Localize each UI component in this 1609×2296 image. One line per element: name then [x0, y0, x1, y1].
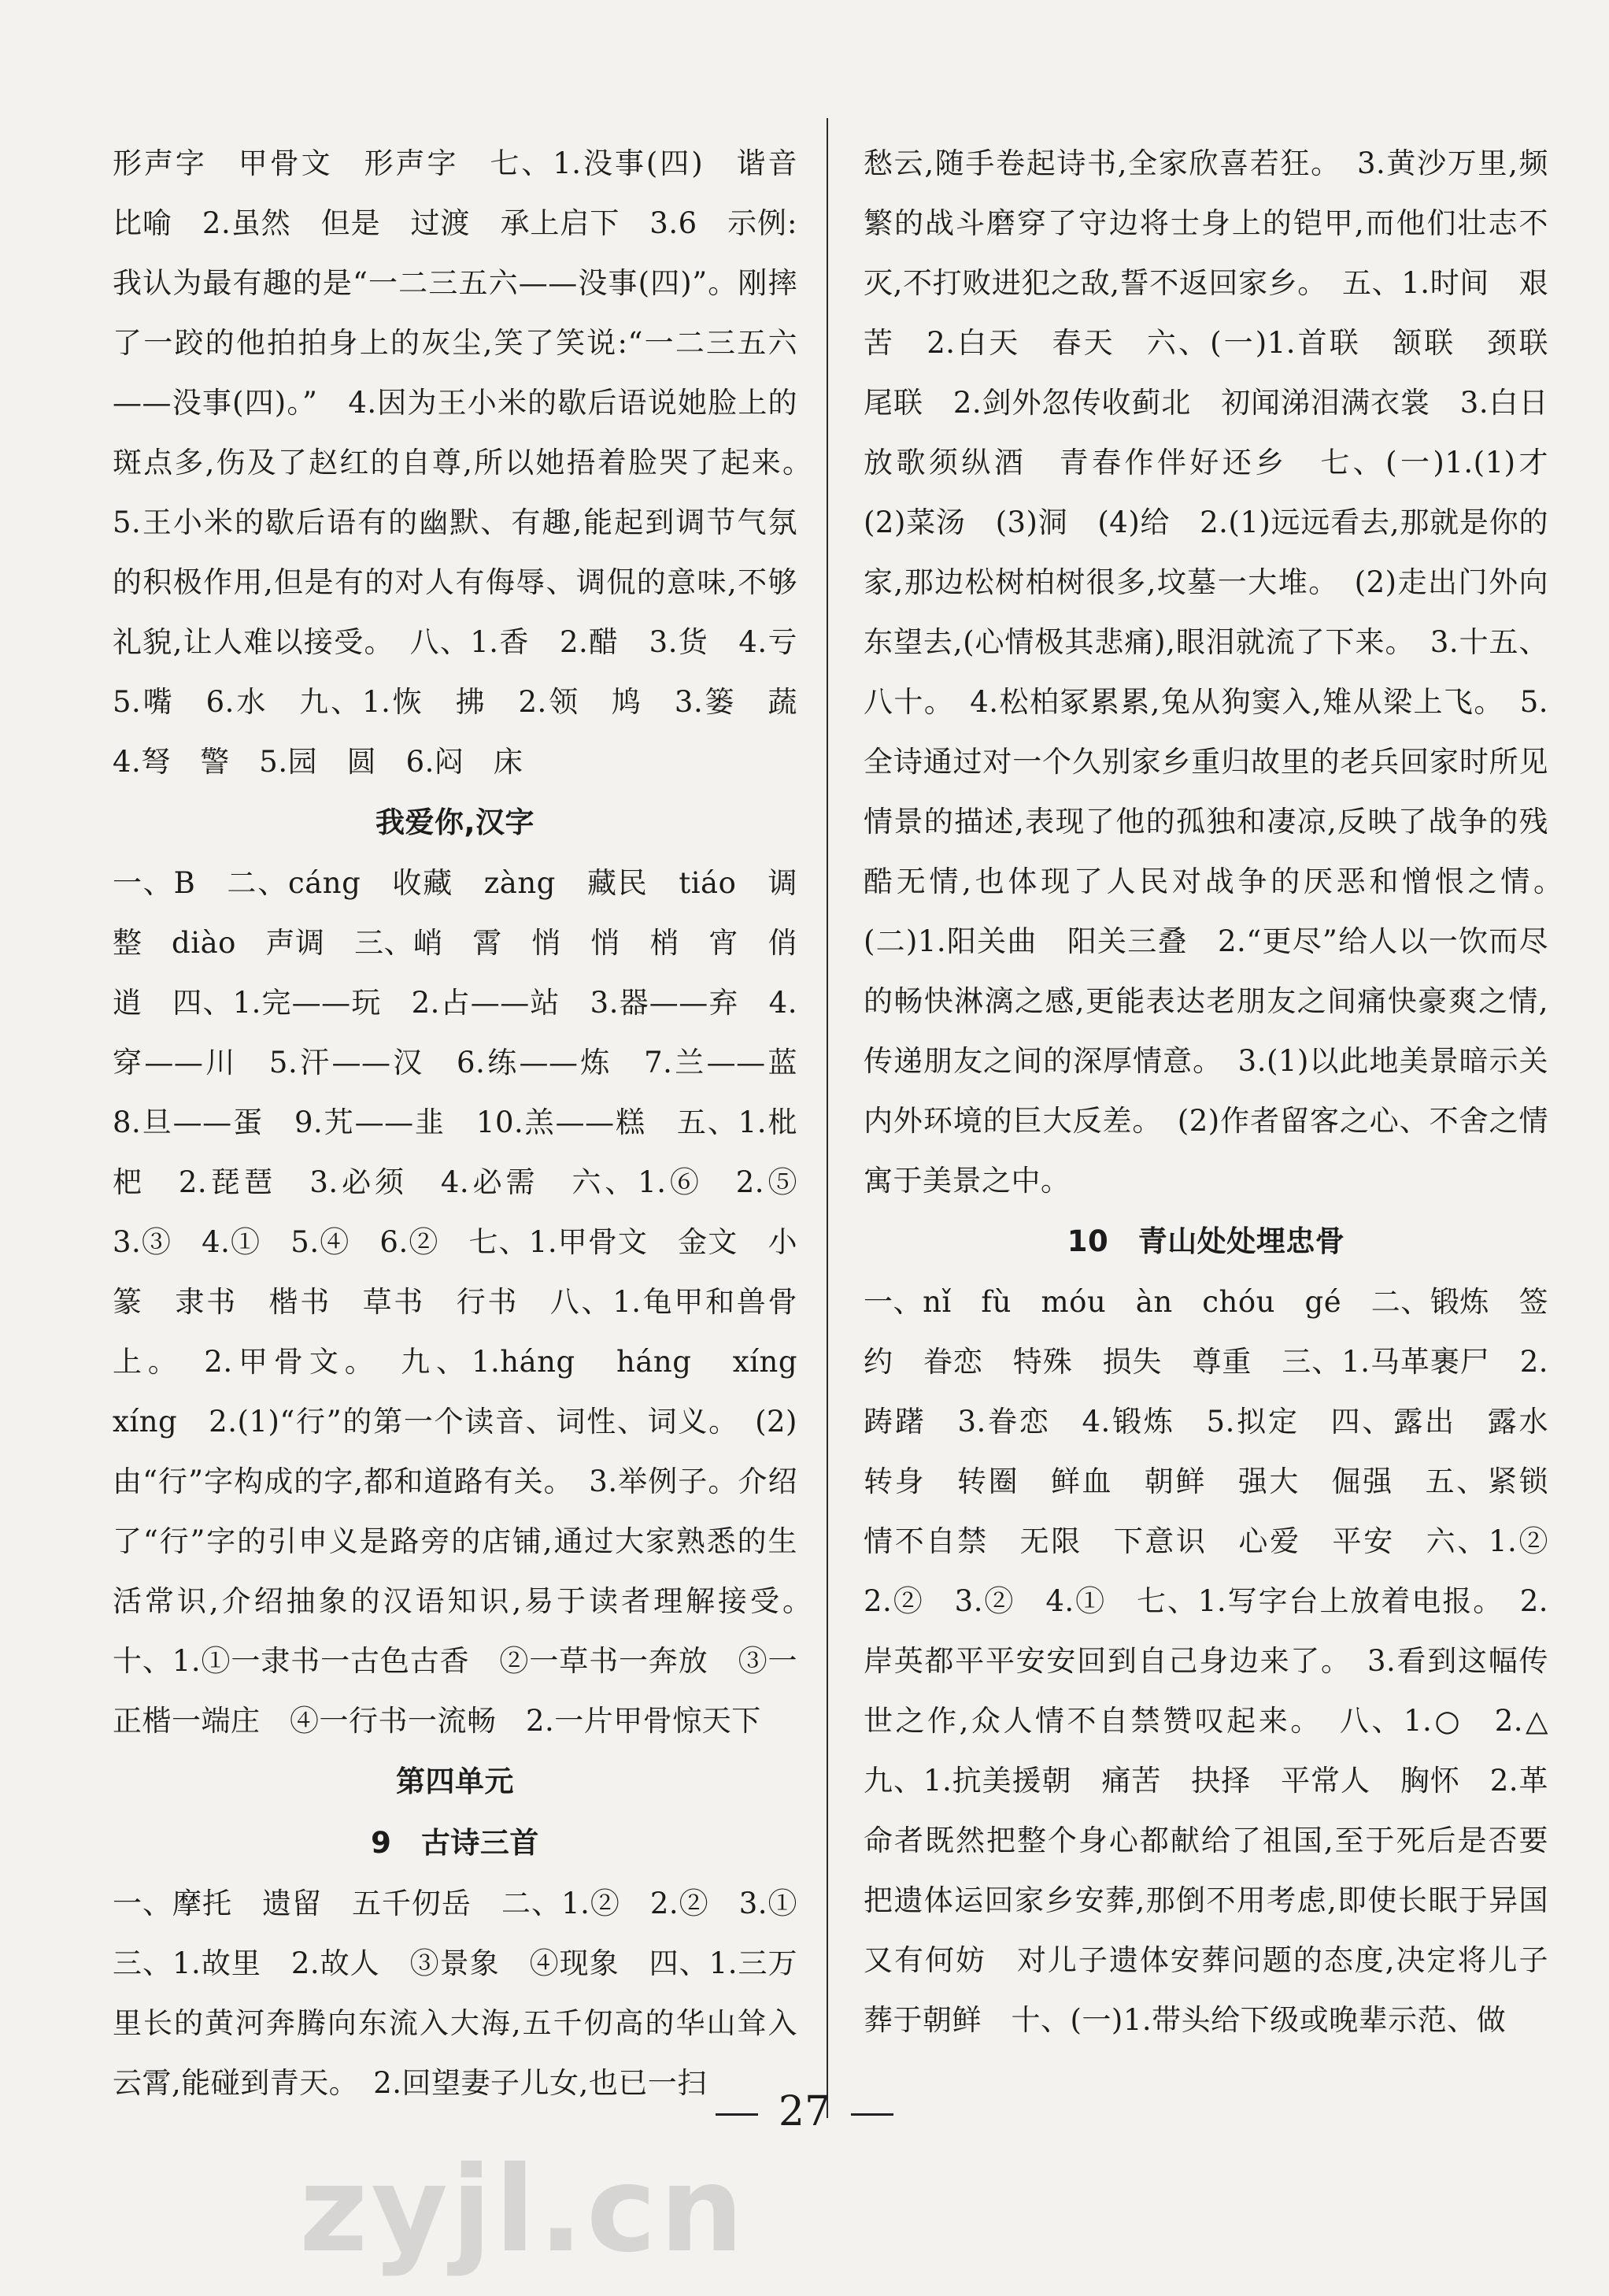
- section-heading: 我爱你,汉字: [375, 805, 535, 839]
- right-column: [864, 134, 1578, 2050]
- dash-left: [716, 2113, 758, 2116]
- watermark: zyjl.cn: [299, 2142, 747, 2279]
- unit-heading: 第四单元: [396, 1765, 514, 1798]
- lesson-heading: 10 青山处处埋忠骨: [1067, 1224, 1345, 1258]
- page-number: [0, 2088, 1609, 2135]
- answer-paragraph: 形声字 甲骨文 形声字 七、1.没事(四) 谐音 比喻 2.虽然 但是 过渡 承上启下 3.6 示例:我认为最有趣的是“一二三五六——没事(四)”。刚摔了一跤的他拍拍身上的灰尘,笑了笑说:“一二三五六——没事(四)。” 4.因为王小米的歇后语说她脸上的斑点多,伤及了赵红的自尊,所以她捂着脸哭了起来。 5.王小米的歇后语有的幽默、有趣,能起到调节气氛的积极作用,但是有的对人有侮辱、调侃的意味,不够礼貌,让人难以接受。 八、1.香 2.醋 3.货 4.亏 5.嘴 6.水 九、1.恢 拂 2.领 鸠 3.篓 蔬 4.弩 警 5.园 圆 6.闷 床: [113, 146, 827, 779]
- answer-paragraph: 一、B 二、cáng 收藏 zàng 藏民 tiáo 调整 diào 声调 三、峭 霄 悄 悄 梢 宵 俏 逍 四、1.完——玩 2.占——站 3.器——弃 4.穿——川 5.汗——汉 6.练——炼 7.兰——蓝 8.旦——蛋 9.艽——韭 10.羔——糕 五、1.枇杷 2.琵琶 3.必须 4.必需 六、1.⑥ 2.⑤ 3.③ 4.① 5.④ 6.② 七、1.甲骨文 金文 小篆 隶书 楷书 草书 行书 八、1.龟甲和兽骨上。 2.甲骨文。 九、1.háng háng xíng xíng 2.(1)“行”的第一个读音、词性、词义。 (2)由“行”字构成的字,都和道路有关。 3.举例子。介绍了“行”字的引申义是路旁的店铺,通过大家熟悉的生活常识,介绍抽象的汉语知识,易于读者理解接受。 十、1.①一隶书一古色古香 ②一草书一奔放 ③一正楷一端庄 ④一行书一流畅 2.一片甲骨惊天下: [113, 866, 827, 1738]
- answer-paragraph: 愁云,随手卷起诗书,全家欣喜若狂。 3.黄沙万里,频繁的战斗磨穿了守边将士身上的铠甲,而他们壮志不灭,不打败进犯之敌,誓不返回家乡。 五、1.时间 艰苦 2.白天 春天 六、(一)1.首联 颔联 颈联 尾联 2.剑外忽传收蓟北 初闻涕泪满衣裳 3.白日放歌须纵酒 青春作伴好还乡 七、(一)1.(1)才 (2)菜汤 (3)洞 (4)给 2.(1)远远看去,那就是你的家,那边松树柏树很多,坟墓一大堆。 (2)走出门外向东望去,(心情极其悲痛),眼泪就流了下来。 3.十五、八十。 4.松柏冢累累,兔从狗窦入,雉从梁上飞。 5.全诗通过对一个久别家乡重归故里的老兵回家时所见情景的描述,表现了他的孤独和凄凉,反映了战争的残酷无情,也体现了人民对战争的厌恶和憎恨之情。 (二)1.阳关曲 阳关三叠 2.“更尽”给人以一饮而尽的畅快淋漓之感,更能表达老朋友之间痛快豪爽之情,传递朋友之间的深厚情意。 3.(1)以此地美景暗示关内外环境的巨大反差。 (2)作者留客之心、不舍之情寓于美景之中。: [864, 146, 1578, 1198]
- lesson-heading: 9 古诗三首: [371, 1826, 539, 1860]
- answer-paragraph: 一、摩托 遗留 五千仞岳 二、1.② 2.② 3.① 三、1.故里 2.故人 ③景象 ④现象 四、1.三万里长的黄河奔腾向东流入大海,五千仞高的华山耸入云霄,能碰到青天。 2.回望妻子儿女,也已一扫: [113, 1887, 827, 2100]
- answer-paragraph: 一、nǐ fù móu àn chóu gé 二、锻炼 签约 眷恋 特殊 损失 尊重 三、1.马革裹尸 2.踌躇 3.眷恋 4.锻炼 5.拟定 四、露出 露水 转身 转圈 鲜血 朝鲜 强大 倔强 五、紧锁 情不自禁 无限 下意识 心爱 平安 六、1.② 2.② 3.② 4.① 七、1.写字台上放着电报。 2.岸英都平平安安回到自己身边来了。 3.看到这幅传世之作,众人情不自禁赞叹起来。 八、1.○ 2.△ 九、1.抗美援朝 痛苦 抉择 平常人 胸怀 2.革命者既然把整个身心都献给了祖国,至于死后是否要把遗体运回家乡安葬,那倒不用考虑,即使长眠于异国又有何妨 对儿子遗体安葬问题的态度,决定将儿子葬于朝鲜 十、(一)1.带头给下级或晚辈示范、做: [864, 1285, 1578, 2037]
- column-divider: [827, 118, 828, 2118]
- page-number-value: 27: [778, 2088, 831, 2135]
- dash-right: [851, 2113, 893, 2116]
- left-column: [113, 134, 827, 2113]
